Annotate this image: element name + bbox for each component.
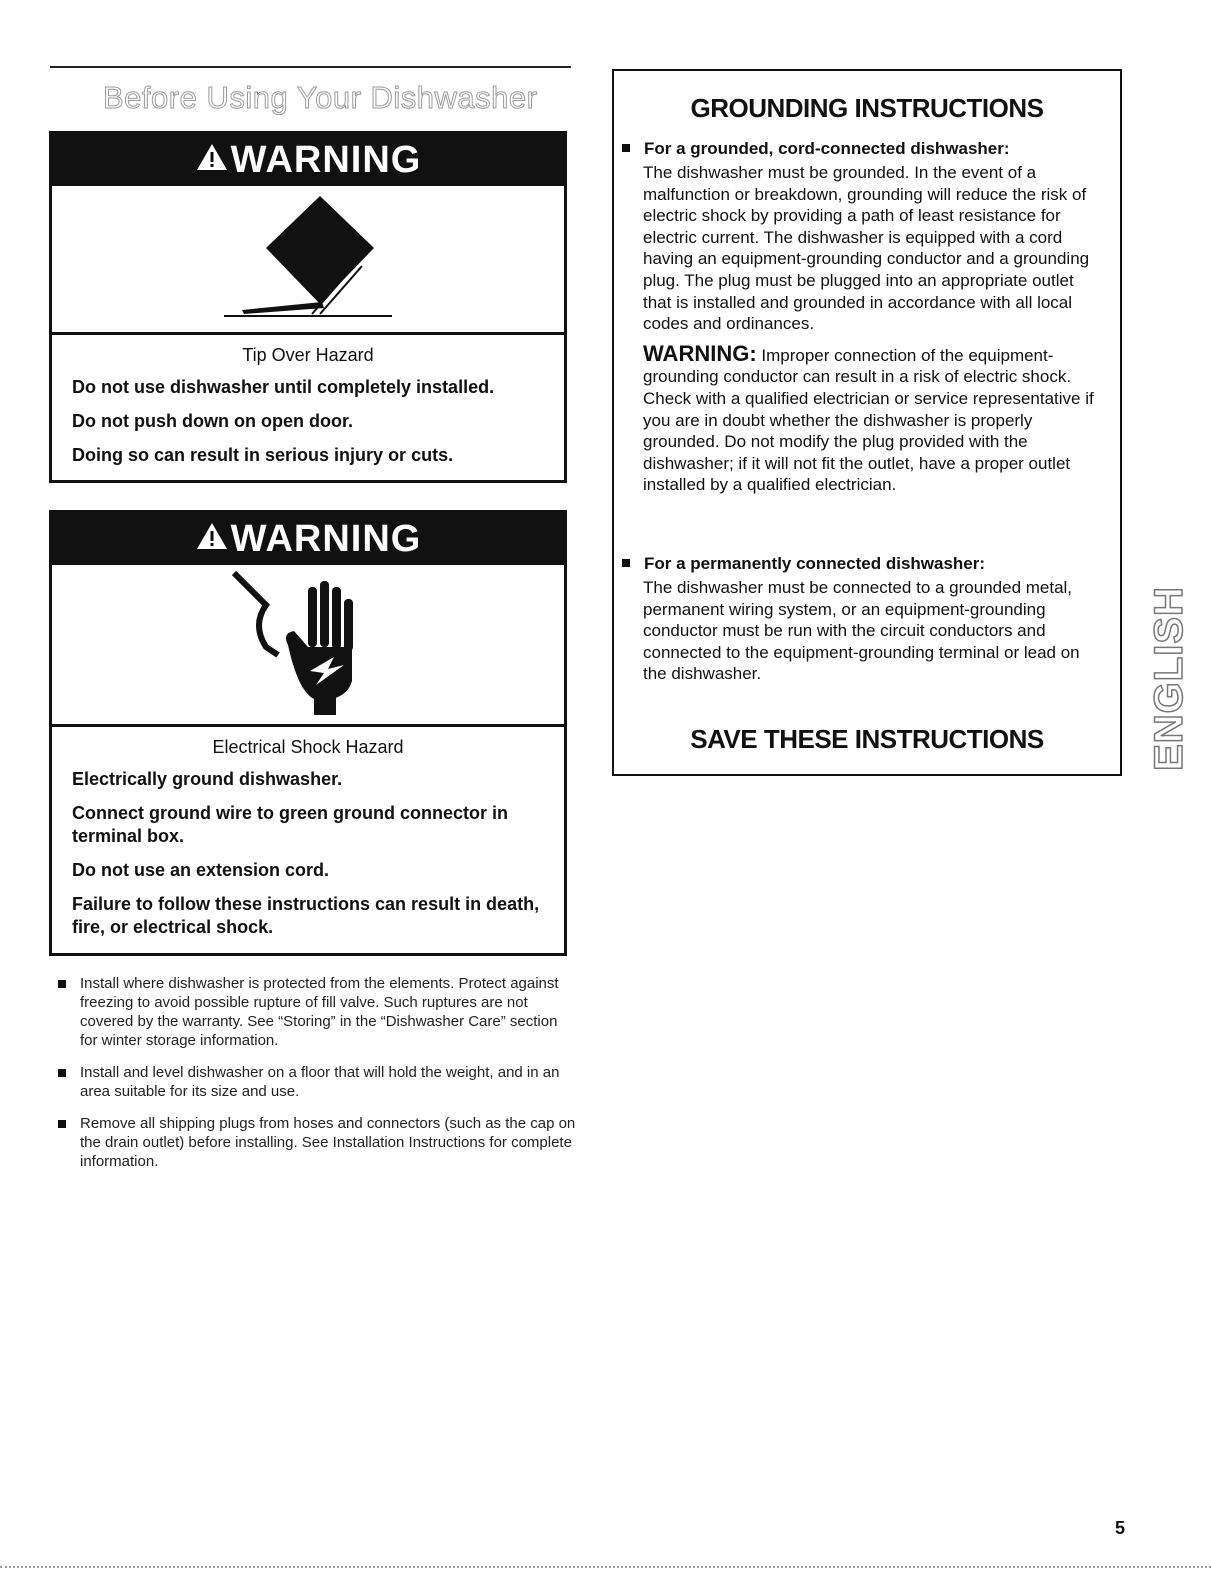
bottom-dotted-rule	[0, 1566, 1211, 1568]
language-tab-label: ENGLISH	[1146, 585, 1191, 771]
install-bullet-list	[56, 974, 576, 1184]
warning-header-text: WARNING	[230, 138, 422, 181]
grounding-item-body: The dishwasher must be grounded. In the event of a malfunction or breakdown, grounding will reduce the risk of electric shock by providing a path of least resistance for electric current. The dishwasher is equipped with a cord having an equipment-grounding conductor and a grounding plug. The plug must be plugged into an appropriate outlet that is installed and grounded in accordance with all local codes and ordinances.	[643, 163, 1090, 334]
grounding-instructions-box	[612, 69, 1122, 776]
grounding-item-heading: For a permanently connected dishwasher:	[614, 554, 1120, 574]
tip-over-warning-box	[49, 131, 567, 483]
hazard-title: Electrical Shock Hazard	[212, 737, 404, 757]
warning-line: Do not use dishwasher until completely installed.	[72, 377, 495, 397]
bullet-square-icon	[58, 980, 66, 988]
warning-line: Connect ground wire to green ground connector in terminal box.	[72, 803, 508, 846]
warning-header	[52, 134, 564, 186]
hazard-title: Tip Over Hazard	[242, 345, 374, 365]
warning-line: Failure to follow these instructions can result in death, fire, or electrical shock.	[72, 894, 540, 937]
bullet-square-icon	[58, 1069, 66, 1077]
warning-header	[52, 513, 564, 565]
top-rule	[50, 66, 571, 68]
grounding-warning-label: WARNING:	[643, 340, 757, 366]
grounding-item-body: The dishwasher must be connected to a grounded metal, permanent wiring system, or an equipment-grounding conductor must be run with the circuit conductors and connected to the equipment-grounding terminal or lead on the dishwasher.	[643, 578, 1080, 684]
warning-triangle-icon	[195, 139, 229, 182]
warning-header-text: WARNING	[230, 517, 422, 560]
grounding-item-heading: For a grounded, cord-connected dishwasher:	[614, 139, 1120, 159]
grounding-item-permanent	[614, 554, 1120, 685]
list-item: Remove all shipping plugs from hoses and connectors (such as the cap on the drain outlet) before installing. See Installation Instructions for complete information.	[56, 1114, 576, 1171]
language-side-tab	[1148, 568, 1190, 788]
warning-line: Electrically ground dishwasher.	[72, 769, 343, 789]
shock-illustration	[52, 565, 564, 727]
section-title: Before Using Your Dishwasher	[103, 80, 538, 115]
warning-line: Doing so can result in serious injury or cuts.	[72, 445, 454, 465]
list-item: Install where dishwasher is protected from the elements. Protect against freezing to avoid possible rupture of fill valve. Such ruptures are not covered by the warranty. See “Storing” in the “Dishwasher Care” section for winter storage information.	[56, 974, 576, 1050]
bullet-square-icon	[622, 144, 630, 152]
shock-warning-box	[49, 510, 567, 956]
grounding-warning	[614, 340, 1120, 496]
warning-triangle-icon	[195, 518, 229, 561]
warning-line: Do not push down on open door.	[72, 411, 353, 431]
warning-line: Do not use an extension cord.	[72, 860, 330, 880]
grounding-warning-body: Improper connection of the equipment-grounding conductor can result in a risk of electric shock. Check with a qualified electrician or service representative if you are in doubt whether the dishwasher is properly grounded. Do not modify the plug provided with the dishwasher; if it will not fit the outlet, have a proper outlet installed by a qualified electrician.	[643, 345, 1094, 495]
grounding-title: GROUNDING INSTRUCTIONS	[690, 93, 1044, 123]
tip-over-icon	[52, 186, 564, 332]
grounding-item-cord	[614, 139, 1120, 496]
page-number: 5	[1115, 1518, 1126, 1538]
tip-over-illustration	[52, 186, 564, 335]
save-instructions: SAVE THESE INSTRUCTIONS	[690, 724, 1044, 754]
electric-shock-hand-icon	[52, 565, 564, 724]
list-item: Install and level dishwasher on a floor that will hold the weight, and in an area suitable for its size and use.	[56, 1063, 576, 1101]
bullet-square-icon	[622, 559, 630, 567]
bullet-square-icon	[58, 1120, 66, 1128]
